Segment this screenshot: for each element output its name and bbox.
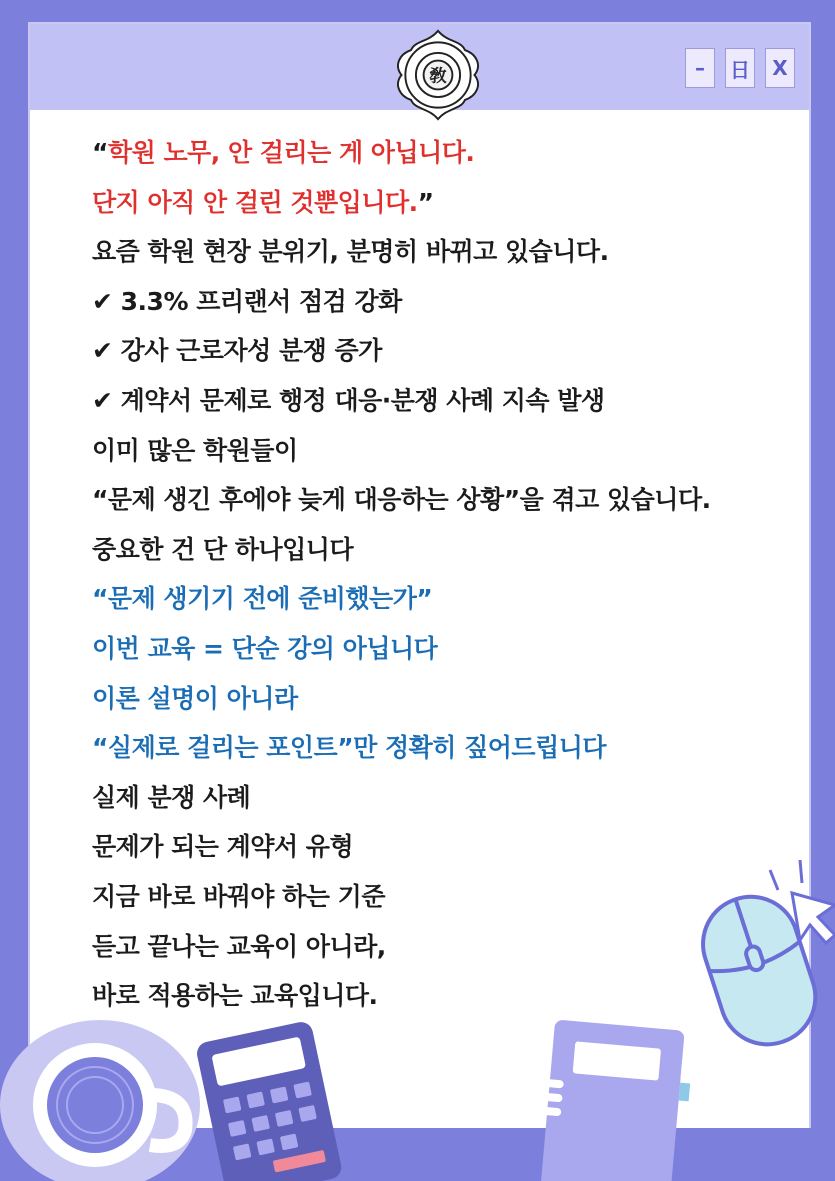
computer-mouse-illustration	[700, 855, 835, 1055]
association-emblem-logo	[390, 27, 486, 123]
highlight-text: 이번 교육 = 단순 강의 아닙니다	[92, 633, 438, 663]
title-bar	[30, 24, 809, 110]
check-item: ✔ 강사 근로자성 분쟁 증가	[92, 336, 382, 366]
point-item: 바로 적용하는 교육입니다.	[92, 981, 378, 1011]
point-item: 듣고 끝나는 교육이 아니라,	[92, 931, 386, 961]
point-item: 지금 바로 바꿔야 하는 기준	[92, 881, 385, 911]
point-item: 문제가 되는 계약서 유형	[92, 832, 354, 862]
headline-line-2: 단지 아직 안 걸린 것뿐입니다.”	[92, 187, 434, 217]
svg-text:敎: 敎	[429, 66, 447, 87]
window-frame	[28, 22, 811, 1172]
highlight-text: 이론 설명이 아니라	[92, 683, 298, 713]
paragraph-text: “문제 생긴 후에야 늦게 대응하는 상황”을 겪고 있습니다.	[92, 485, 711, 515]
highlight-text: “실제로 걸리는 포인트”만 정확히 짚어드립니다	[92, 733, 607, 763]
check-item: ✔ 3.3% 프리랜서 점검 강화	[92, 286, 402, 316]
minimize-button[interactable]: –	[685, 48, 715, 88]
announcement-content	[92, 128, 789, 1021]
close-button[interactable]: X	[765, 48, 795, 88]
notebook-illustration	[530, 1015, 700, 1181]
intro-text: 요즘 학원 현장 분위기, 분명히 바뀌고 있습니다.	[92, 237, 609, 267]
coffee-cup-illustration	[0, 1010, 200, 1181]
headline-line-1: “학원 노무, 안 걸리는 게 아닙니다.	[92, 138, 475, 167]
paragraph-text: 중요한 건 단 하나입니다	[92, 534, 354, 564]
calculator-illustration	[190, 1010, 350, 1181]
highlight-text: “문제 생기기 전에 준비했는가”	[92, 584, 433, 614]
point-item: 실제 분쟁 사례	[92, 782, 251, 812]
paragraph-text: 이미 많은 학원들이	[92, 435, 298, 465]
check-item: ✔ 계약서 문제로 행정 대응·분쟁 사례 지속 발생	[92, 385, 605, 415]
maximize-button[interactable]: 日	[725, 48, 755, 88]
